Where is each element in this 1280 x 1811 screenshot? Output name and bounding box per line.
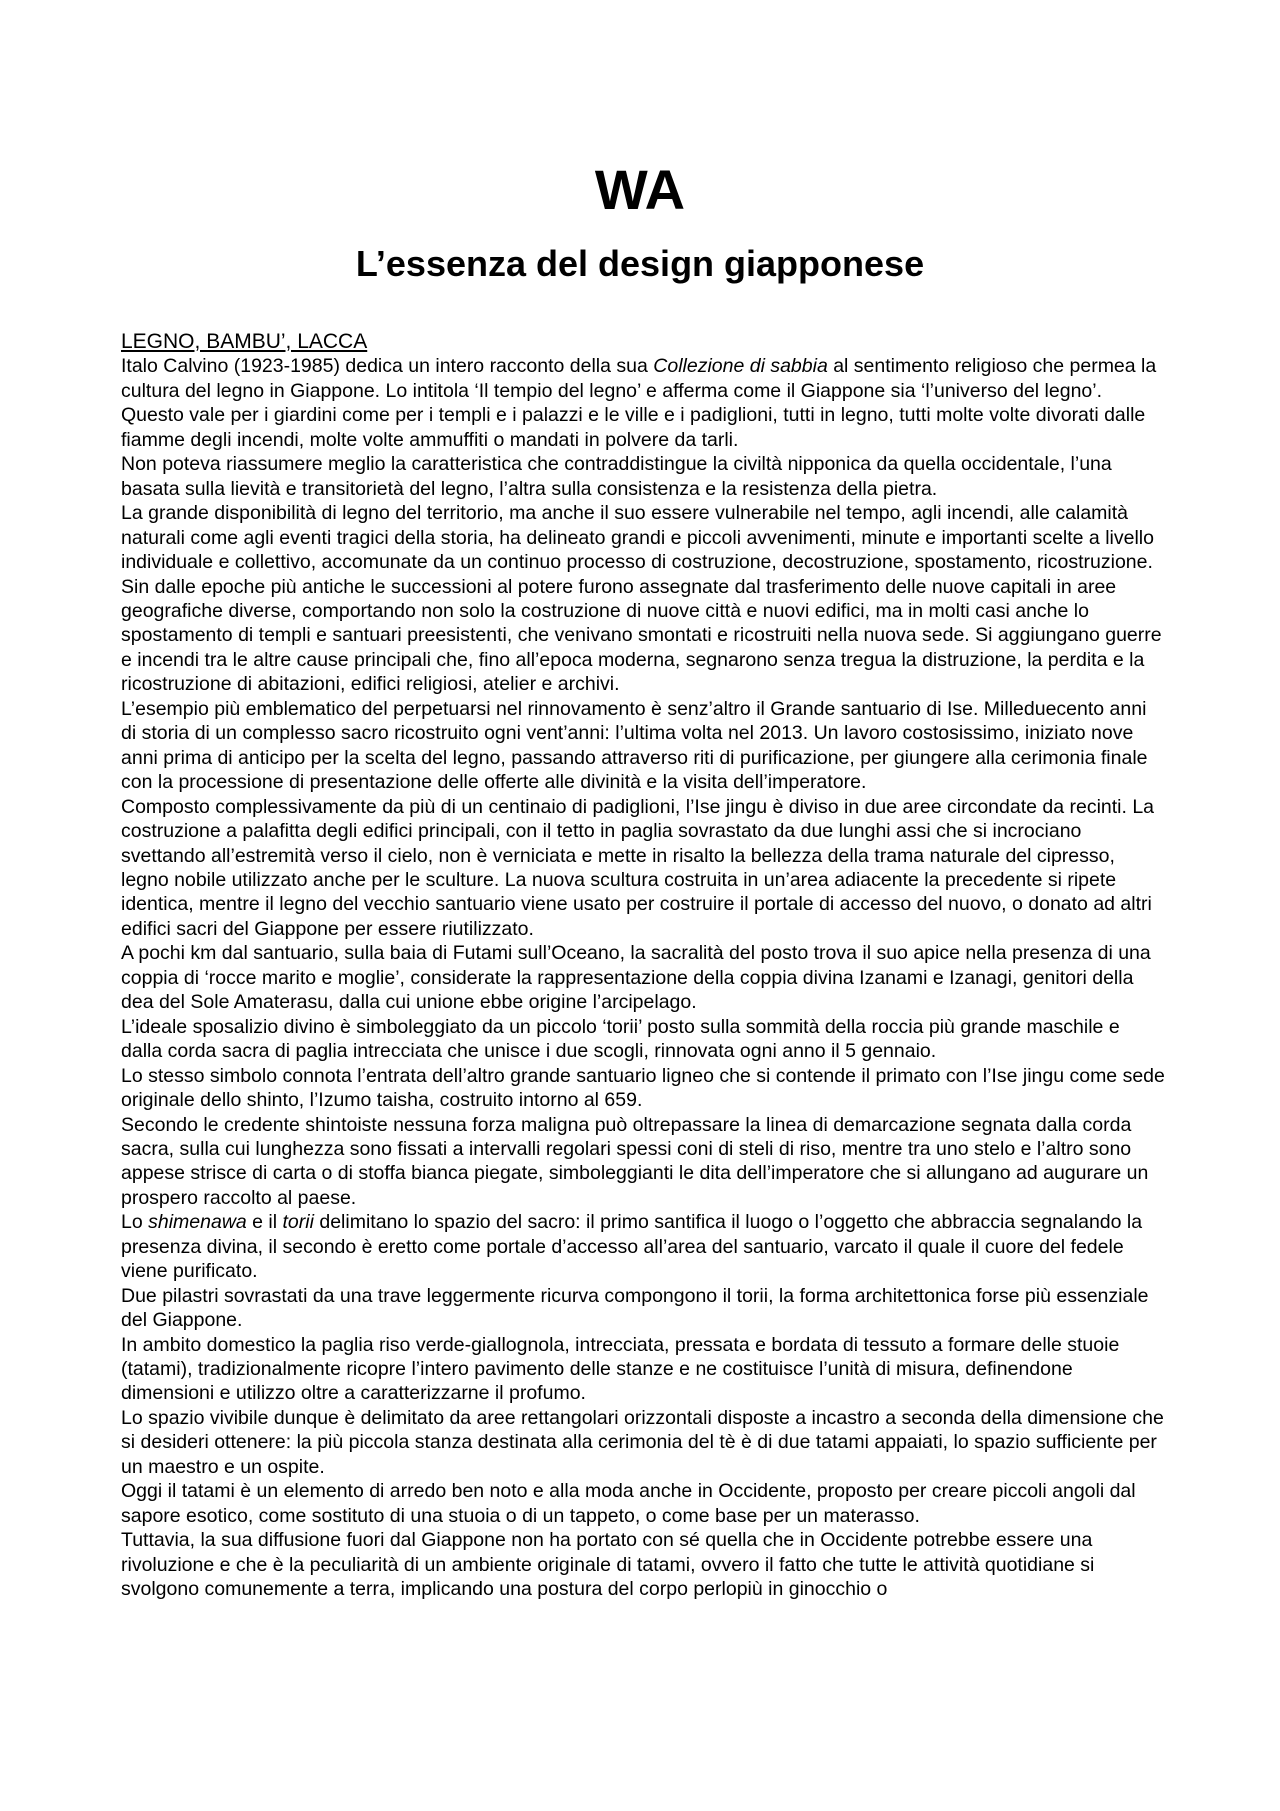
paragraph-11-text-a: Lo [121,1211,149,1234]
paragraph-11 [121,1210,1166,1283]
paragraph-3: La grande disponibilità di legno del territorio, ma anche il suo essere vulnerabile nel tempo, agli incendi, alle calamità naturali come agli eventi tragici della storia, ha delineato grandi e piccoli avvenimenti, minute e importanti scelte a livello individuale e collettivo, accomunate da un continuo processo di costruzione, decostruzione, spostamento, ricostruzione. [121,502,1154,574]
document-subtitle: L’essenza del design giapponese [355,243,925,284]
paragraph-15: Oggi il tatami è un elemento di arredo ben noto e alla moda anche in Occidente, proposto per creare piccoli angoli dal sapore esotico, come sostituto di una stuoia o di un tappeto, o come base per un materasso. [121,1480,1136,1527]
document-title: WA [594,158,686,221]
paragraph-7: A pochi km dal santuario, sulla baia di Futami sull’Oceano, la sacralità del posto trova il suo apice nella presenza di una coppia di ‘rocce marito e moglie’, considerate la rappresentazione della coppia divina Izanami e Izanagi, genitori della dea del Sole Amaterasu, dalla cui unione ebbe origine l’arcipelago. [121,942,1151,1014]
paragraph-14: Lo spazio vivibile dunque è delimitato da aree rettangolari orizzontali disposte a incastro a seconda della dimensione che si desideri ottenere: la più piccola stanza destinata alla cerimonia del tè è di due tatami appaiati, lo spazio sufficiente per un maestro e un ospite. [121,1406,1164,1478]
paragraph-9: Lo stesso simbolo connota l’entrata dell’altro grande santuario ligneo che si contende il primato con l’Ise jingu come sede originale dello shinto, l’Izumo taisha, costruito intorno al 659. [121,1064,1165,1112]
paragraph-12: Due pilastri sovrastati da una trave leggermente ricurva compongono il torii, la forma architettonica forse più essenziale del Giappone. [121,1284,1149,1332]
paragraph-11-text-b: e il [246,1211,283,1234]
paragraph-6: Composto complessivamente da più di un centinaio di padiglioni, l’Ise jingu è diviso in due aree circondate da recinti. La costruzione a palafitta degli edifici principali, con il tetto in paglia sovrastato da due lunghi assi che si incrociano svettando all’estremità verso il cielo, non è verniciata e mette in risalto la bellezza della trama naturale del cipresso, legno nobile utilizzato anche per le sculture. La nuova scultura costruita in un’area adiacente la precedente si ripete identica, mentre il legno del vecchio santuario viene usato per costruire il portale di accesso del nuovo, o donato ad altri edifici sacri del Giappone per essere riutilizzato. [121,795,1155,940]
paragraph-10: Secondo le credente shintoiste nessuna forza maligna può oltrepassare la linea di demarcazione segnata dalla corda sacra, sulla cui lunghezza sono fissati a intervalli regolari spessi coni di steli di riso, mentre tra uno stelo e l’altro sono appese strisce di carta o di stoffa bianca piegate, simboleggianti le dita dell’imperatore che si allungano ad augurare un prospero raccolto al paese. [121,1113,1149,1209]
book-title-collezione: Collezione di sabbia [653,355,828,378]
paragraph-11-text-c: delimitano lo spazio del sacro: il primo santifica il luogo o l’oggetto che abbraccia segnalando la presenza divina, il secondo è eretto come portale d’accesso all’area del santuario, varcato il quale il cuore del fedele viene purificato. [121,1211,1143,1283]
paragraph-2: Non poteva riassumere meglio la caratteristica che contraddistingue la civiltà nipponica da quella occidentale, l’una basata sulla lievità e transitorietà del legno, l’altra sulla consistenza e la resistenza della pietra. [121,453,1112,500]
paragraph-13: In ambito domestico la paglia riso verde-giallognola, intrecciata, pressata e bordata di tessuto a formare delle stuoie (tatami), tradizionalmente ricopre l’intero pavimento delle stanze e ne costituisce l’unità di misura, definendone dimensioni e utilizzo oltre a caratterizzarne il profumo. [121,1333,1120,1405]
paragraph-8: L’ideale sposalizio divino è simboleggiato da un piccolo ‘torii’ posto sulla sommità della roccia più grande maschile e dalla corda sacra di paglia intrecciata che unisce i due scogli, rinnovata ogni anno il 5 gennaio. [121,1015,1120,1063]
paragraph-1-text-a: Italo Calvino (1923-1985) dedica un intero racconto della sua [121,355,654,378]
section-heading: LEGNO, BAMBU’, LACCA [121,330,368,353]
document-body [121,330,1166,1602]
paragraph-1-text-b: al sentimento religioso che permea la cultura del legno in Giappone. Lo intitola ‘Il tempio del legno’ e afferma come il Giappone sia ‘l’universo del legno’. Questo vale per i giardini come per i templi e i palazzi e le ville e i padiglioni, tutti in legno, tutti molte volte divorati dalle fiamme degli incendi, molte volte ammuffiti o mandati in polvere da tarli. [121,355,1157,451]
term-torii: torii [282,1211,314,1234]
term-shimenawa: shimenawa [148,1211,247,1234]
paragraph-1 [121,354,1166,452]
paragraph-4: Sin dalle epoche più antiche le successioni al potere furono assegnate dal trasferimento delle nuove capitali in aree geografiche diverse, comportando non solo la costruzione di nuove città e nuovi edifici, ma in molti casi anche lo spostamento di templi e santuari preesistenti, che venivano smontati e ricostruiti nella nuova sede. Si aggiungano guerre e incendi tra le altre cause principali che, fino all’epoca moderna, segnarono senza tregua la distruzione, la perdita e la ricostruzione di abitazioni, edifici religiosi, atelier e archivi. [121,575,1162,696]
paragraph-5: L’esempio più emblematico del perpetuarsi nel rinnovamento è senz’altro il Grande santuario di Ise. Milleduecento anni di storia di un complesso sacro ricostruito ogni vent’anni: l’ultima volta nel 2013. Un lavoro costosissimo, iniziato nove anni prima di anticipo per la scelta del legno, passando attraverso riti di purificazione, per giungere alla cerimonia finale con la processione di presentazione delle offerte alle divinità e la visita dell’imperatore. [121,697,1148,794]
paragraph-16: Tuttavia, la sua diffusione fuori dal Giappone non ha portato con sé quella che in Occidente potrebbe essere una rivoluzione e che è la peculiarità di un ambiente originale di tatami, ovvero il fatto che tutte le attività quotidiane si svolgono comunemente a terra, implicando una postura del corpo perlopiù in ginocchio o [121,1529,1095,1601]
